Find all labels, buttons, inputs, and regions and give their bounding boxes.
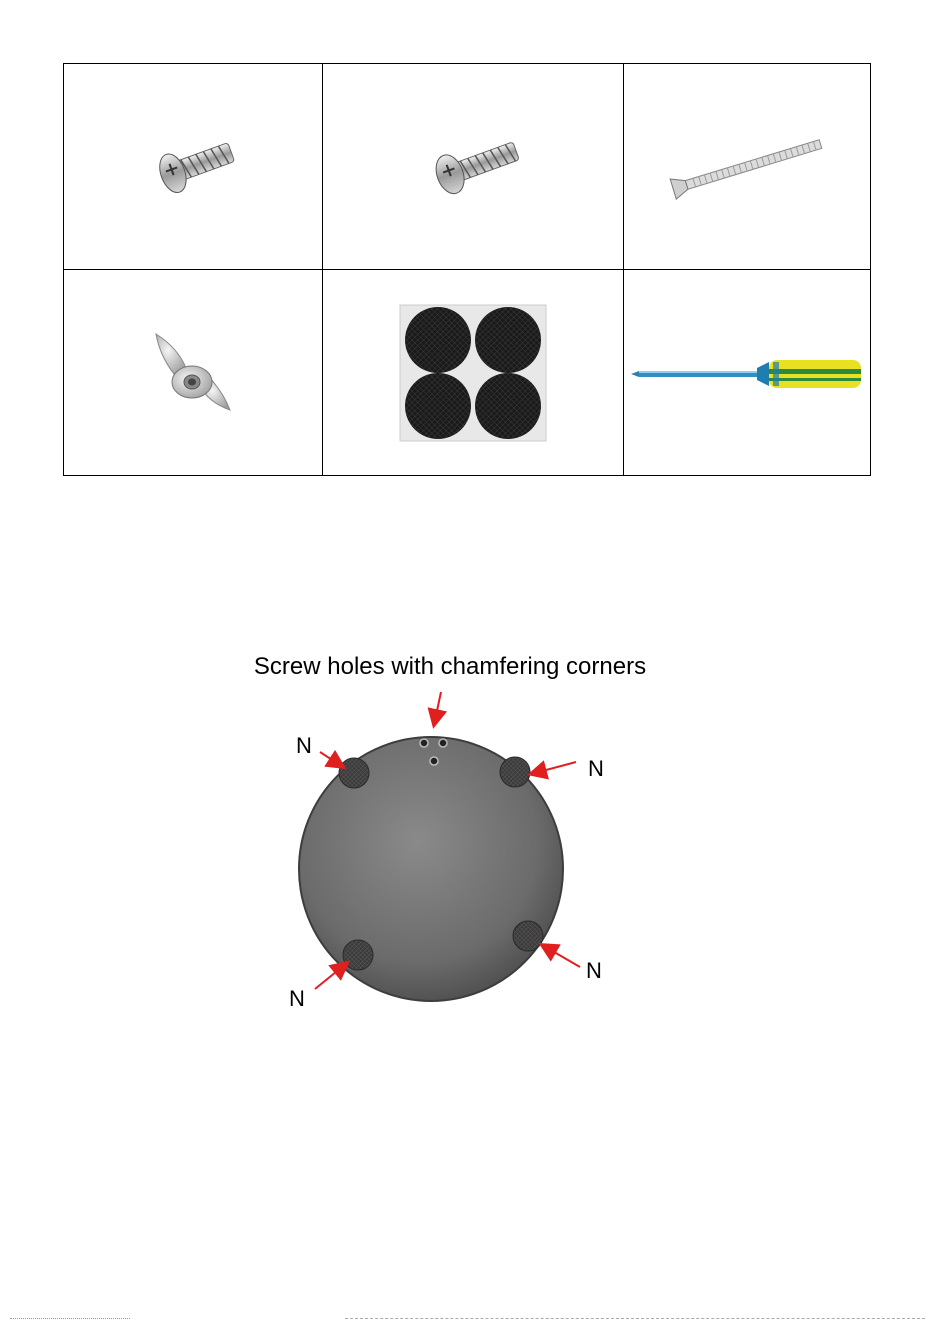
screw-hole <box>430 757 438 765</box>
footer-rule-left <box>10 1318 130 1321</box>
screw-hole <box>439 739 447 747</box>
marker-n-bottom-right: N <box>586 958 602 983</box>
base-plate-diagram <box>0 640 932 1040</box>
arrow-bottom-right <box>542 945 580 967</box>
rubber-pad <box>513 921 543 951</box>
arrow-top-right <box>531 762 576 774</box>
screw-hole <box>420 739 428 747</box>
rubber-pad <box>500 757 530 787</box>
diagram-caption: Screw holes with chamfering corners <box>253 653 647 680</box>
parts-table <box>63 63 871 476</box>
marker-n-top-left: N <box>296 733 312 758</box>
rubber-pads-icon <box>398 303 548 443</box>
arrow-caption <box>434 692 441 725</box>
arrow-bottom-left <box>315 963 347 989</box>
pan-head-screw-icon <box>138 122 248 212</box>
part-cell-screw-1 <box>64 64 323 270</box>
wing-nut-icon <box>138 328 248 418</box>
screwdriver-icon <box>629 348 865 398</box>
rubber-pad <box>343 940 373 970</box>
part-cell-rubber-pads <box>323 270 624 476</box>
part-cell-screw-2 <box>323 64 624 270</box>
part-cell-screwdriver <box>624 270 871 476</box>
footer-rule-right <box>345 1318 925 1321</box>
marker-n-bottom-left: N <box>289 986 305 1011</box>
countersunk-screw-icon <box>662 122 832 212</box>
rubber-pad <box>339 758 369 788</box>
marker-n-top-right: N <box>588 756 604 781</box>
part-cell-long-screw <box>624 64 871 270</box>
pan-head-screw-icon <box>413 122 533 212</box>
part-cell-wing-nut <box>64 270 323 476</box>
arrow-top-left <box>320 752 343 767</box>
